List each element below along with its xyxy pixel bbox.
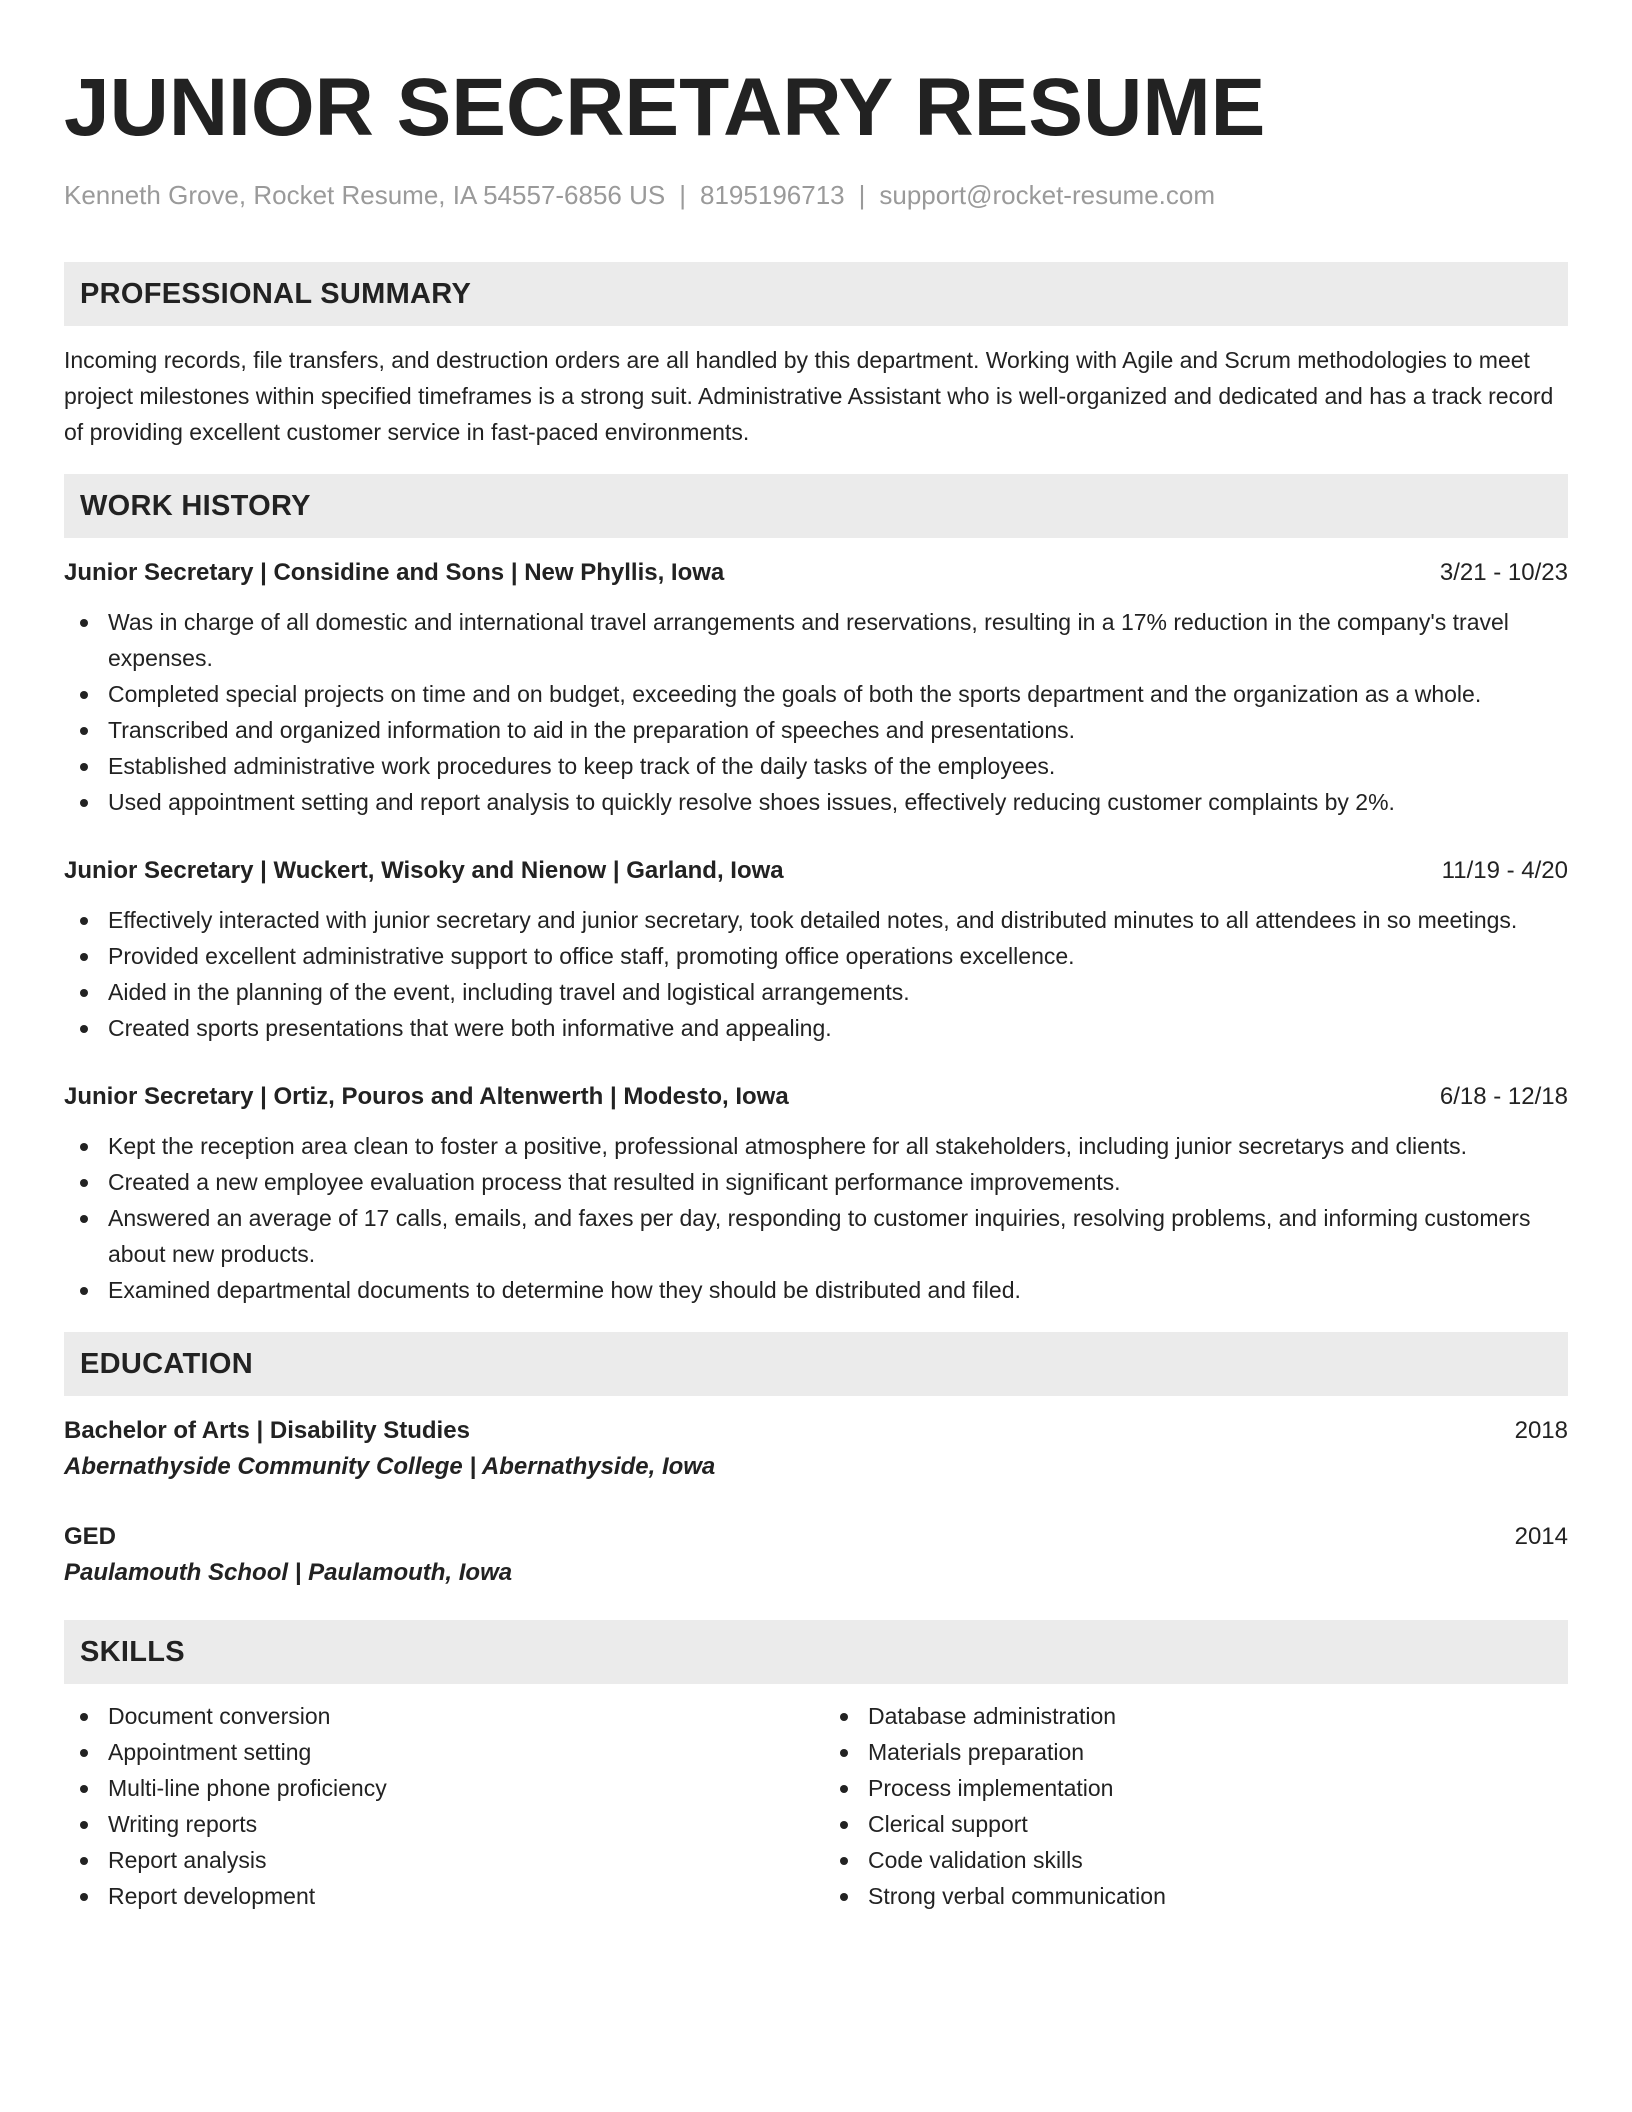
job-bullets xyxy=(64,902,1568,1046)
job-bullet: Examined departmental documents to determine how they should be distributed and filed. xyxy=(64,1272,1568,1308)
contact-email: support@rocket-resume.com xyxy=(879,180,1216,210)
job-bullets xyxy=(64,604,1568,820)
job-bullet: Transcribed and organized information to aid in the preparation of speeches and presentations. xyxy=(64,712,1568,748)
education-entry xyxy=(64,1414,1568,1486)
job-date: 6/18 - 12/18 xyxy=(1439,1083,1568,1110)
contact-separator: | xyxy=(858,180,866,210)
education-date: 2014 xyxy=(1514,1523,1568,1550)
education-degree: GED xyxy=(64,1523,117,1550)
job-bullet: Effectively interacted with junior secretary and junior secretary, took detailed notes, and distributed minutes to all attendees in so meetings. xyxy=(64,902,1568,938)
skill-item: Document conversion xyxy=(64,1698,816,1734)
skill-item: Appointment setting xyxy=(64,1734,816,1770)
skills-column-right xyxy=(816,1698,1568,1914)
skill-item: Process implementation xyxy=(824,1770,1568,1806)
job-title: Junior Secretary | Wuckert, Wisoky and Nienow | Garland, Iowa xyxy=(64,857,784,884)
skill-item: Report analysis xyxy=(64,1842,816,1878)
skills-column-left xyxy=(64,1698,816,1914)
job-bullet: Established administrative work procedures to keep track of the daily tasks of the employees. xyxy=(64,748,1568,784)
skill-item: Multi-line phone proficiency xyxy=(64,1770,816,1806)
job-date: 3/21 - 10/23 xyxy=(1439,559,1568,586)
education-school: Paulamouth School | Paulamouth, Iowa xyxy=(64,1559,513,1586)
skills-list xyxy=(64,1698,1568,1914)
education-section-header: EDUCATION xyxy=(64,1332,1568,1396)
job-bullet: Used appointment setting and report analysis to quickly resolve shoes issues, effectively reducing customer complaints by 2%. xyxy=(64,784,1568,820)
education-entry xyxy=(64,1520,1568,1592)
contact-separator: | xyxy=(679,180,687,210)
job-bullet: Answered an average of 17 calls, emails, and faxes per day, responding to customer inquiries, resolving problems, and informing customers about new products. xyxy=(64,1200,1568,1272)
job-title: Junior Secretary | Ortiz, Pouros and Altenwerth | Modesto, Iowa xyxy=(64,1083,789,1110)
skill-item: Database administration xyxy=(824,1698,1568,1734)
work-history-section-header: WORK HISTORY xyxy=(64,474,1568,538)
skills-section-header: SKILLS xyxy=(64,1620,1568,1684)
job-date: 11/19 - 4/20 xyxy=(1441,857,1568,884)
contact-address: Kenneth Grove, Rocket Resume, IA 54557-6856 US xyxy=(64,180,666,210)
summary-text: Incoming records, file transfers, and destruction orders are all handled by this department. Working with Agile and Scrum methodologies to meet project milestones within specified timeframes is a strong suit. Administrative Assistant who is well-organized and dedicated and has a track record of providing excellent customer service in fast-paced environments. xyxy=(64,347,1554,445)
skill-item: Report development xyxy=(64,1878,816,1914)
skill-item: Strong verbal communication xyxy=(824,1878,1568,1914)
job-bullet: Created sports presentations that were both informative and appealing. xyxy=(64,1010,1568,1046)
job-entry xyxy=(64,854,1568,1046)
education-degree: Bachelor of Arts | Disability Studies xyxy=(64,1417,470,1444)
summary-section-header: PROFESSIONAL SUMMARY xyxy=(64,262,1568,326)
job-bullet: Created a new employee evaluation process that resulted in significant performance improvements. xyxy=(64,1164,1568,1200)
job-bullet: Provided excellent administrative support to office staff, promoting office operations excellence. xyxy=(64,938,1568,974)
skill-item: Materials preparation xyxy=(824,1734,1568,1770)
job-bullet: Was in charge of all domestic and international travel arrangements and reservations, resulting in a 17% reduction in the company's travel expenses. xyxy=(64,604,1568,676)
job-bullet: Completed special projects on time and on budget, exceeding the goals of both the sports department and the organization as a whole. xyxy=(64,676,1568,712)
skill-item: Writing reports xyxy=(64,1806,816,1842)
job-title: Junior Secretary | Considine and Sons | New Phyllis, Iowa xyxy=(64,559,725,586)
contact-phone: 8195196713 xyxy=(700,180,845,210)
contact-line xyxy=(64,178,1568,212)
education-school: Abernathyside Community College | Abernathyside, Iowa xyxy=(64,1453,716,1480)
skill-item: Code validation skills xyxy=(824,1842,1568,1878)
job-entry xyxy=(64,556,1568,820)
resume-title: JUNIOR SECRETARY RESUME xyxy=(64,62,1266,153)
skill-item: Clerical support xyxy=(824,1806,1568,1842)
job-bullet: Aided in the planning of the event, including travel and logistical arrangements. xyxy=(64,974,1568,1010)
job-bullet: Kept the reception area clean to foster a positive, professional atmosphere for all stakeholders, including junior secretarys and clients. xyxy=(64,1128,1568,1164)
job-entry xyxy=(64,1080,1568,1308)
job-bullets xyxy=(64,1128,1568,1308)
education-date: 2018 xyxy=(1514,1417,1568,1444)
